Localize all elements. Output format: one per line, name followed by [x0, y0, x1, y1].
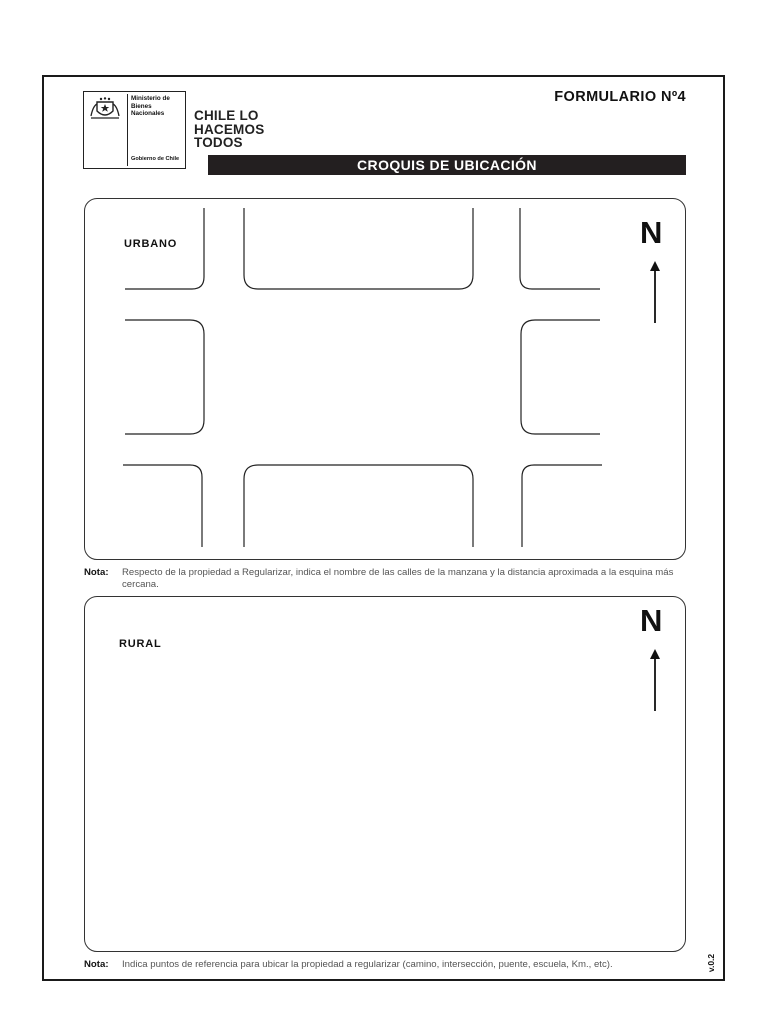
north-arrow-icon [649, 649, 661, 711]
form-title: CROQUIS DE UBICACIÓN [208, 155, 686, 175]
version-label: v.0.2 [706, 953, 717, 973]
block-middle-left [125, 320, 204, 434]
block-bottom-right [522, 465, 602, 547]
urban-north-label: N [640, 215, 663, 250]
form-number: FORMULARIO Nº4 [554, 89, 686, 105]
rural-sketch-area[interactable] [84, 596, 686, 952]
urban-note-label: Nota: [84, 567, 109, 578]
block-bottom-left [123, 465, 202, 547]
block-top-center [244, 208, 473, 289]
urban-note-text: Respecto de la propiedad a Regularizar, indica el nombre de las calles de la manzana y la distancia aproximada a la esquina más cercana. [122, 567, 674, 590]
block-middle-right [521, 320, 600, 434]
urban-label: URBANO [124, 238, 178, 250]
rural-note-text: Indica puntos de referencia para ubicar la propiedad a regularizar (camino, intersección, puente, escuela, Km., etc). [122, 959, 613, 970]
block-bottom-center [244, 465, 473, 547]
ministry-name: Ministerio de Bienes Nacionales [131, 95, 170, 117]
rural-label: RURAL [119, 638, 162, 650]
block-top-right [520, 208, 600, 289]
rural-note-label: Nota: [84, 959, 109, 970]
block-top-left [125, 208, 204, 289]
government-label: Gobierno de Chile [131, 156, 180, 162]
rural-north-label: N [640, 603, 663, 638]
slogan: CHILE LO HACEMOS TODOS [194, 108, 265, 150]
